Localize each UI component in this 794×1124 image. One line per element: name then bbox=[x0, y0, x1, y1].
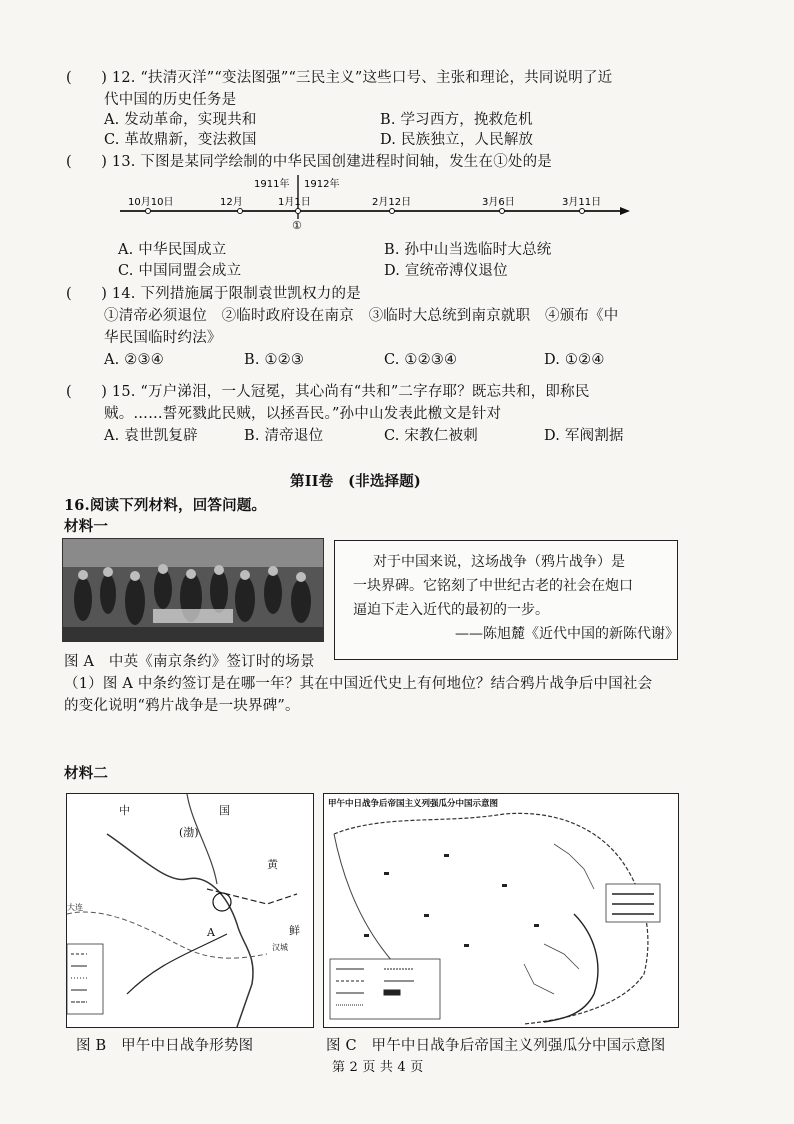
q14-items-line2: 华民国临时约法》 bbox=[104, 330, 222, 346]
q12-option-c: C. 革故鼎新，变法救国 bbox=[104, 132, 257, 148]
q14-option-d: D. ①②④ bbox=[544, 352, 605, 368]
q12-stem-line2: 代中国的历史任务是 bbox=[104, 92, 237, 108]
mapb-label-sea: 黄 bbox=[267, 858, 278, 871]
q14-items-line1: ①清帝必须退位 ②临时政府设在南京 ③临时大总统到南京就职 ④颁布《中 bbox=[104, 308, 619, 324]
q16-sub1-line2: 的变化说明“鸦片战争是一块界碑”。 bbox=[64, 698, 300, 714]
q15-option-b: B. 清帝退位 bbox=[244, 428, 324, 444]
q15-stem-line2: 贼。……誓死戮此民贼，以拯吾民。”孙中山发表此檄文是针对 bbox=[104, 406, 502, 422]
treaty-scene-image bbox=[63, 539, 323, 641]
material2-label: 材料二 bbox=[64, 765, 109, 782]
figure-b-map bbox=[66, 793, 314, 1028]
timeline-tick bbox=[390, 209, 395, 214]
q13-option-d: D. 宣统帝溥仪退位 bbox=[384, 263, 508, 279]
figure-c-caption: 图 C 甲午中日战争后帝国主义列强瓜分中国示意图 bbox=[326, 1038, 666, 1054]
q14-stem: ( ) 14. 下列措施属于限制袁世凯权力的是 bbox=[66, 286, 361, 302]
mapb-label-dalian: 大连 bbox=[67, 903, 83, 912]
mapc-title: 甲午中日战争后帝国主义列强瓜分中国示意图 bbox=[328, 799, 499, 809]
quote-line1: 对于中国来说，这场战争（鸦片战争）是 bbox=[373, 554, 625, 570]
timeline-tick-label: 3月11日 bbox=[562, 197, 602, 208]
q12-option-d: D. 民族独立，人民解放 bbox=[380, 132, 534, 148]
timeline-tick bbox=[146, 209, 151, 214]
timeline-tick-label: 12月 bbox=[220, 197, 243, 208]
timeline-tick bbox=[238, 209, 243, 214]
mapb-label-xian: 鲜 bbox=[289, 924, 300, 937]
quote-line2: 一块界碑。它铭刻了中世纪古老的社会在炮口 bbox=[353, 578, 633, 594]
q13-option-a: A. 中华民国成立 bbox=[118, 242, 227, 258]
quote-line3: 逼迫下走入近代的最初的一步。 bbox=[353, 602, 549, 618]
mapb-label-a: A bbox=[207, 926, 215, 939]
material1-label: 材料一 bbox=[64, 518, 109, 535]
material1-quote-box bbox=[334, 540, 678, 660]
section-title: 第II卷 (非选择题) bbox=[290, 473, 421, 490]
q15-stem-line1: ( ) 15. “万户涕泪，一人冠冕，其心尚有“共和”二字存耶？既忘共和，即称民 bbox=[66, 384, 590, 400]
q16-sub1-line1: （1）图 A 中条约签订是在哪一年？其在中国近代史上有何地位？结合鸦片战争后中国社会 bbox=[64, 676, 653, 692]
q16-title: 16.阅读下列材料，回答问题。 bbox=[64, 497, 267, 514]
q13-stem: ( ) 13. 下图是某同学绘制的中华民国创建进程时间轴，发生在①处的是 bbox=[66, 154, 552, 170]
q12-option-a: A. 发动革命，实现共和 bbox=[104, 112, 257, 128]
figure-c-map bbox=[323, 793, 679, 1028]
timeline-year-left: 1911年 bbox=[254, 179, 290, 190]
q14-option-b: B. ①②③ bbox=[244, 352, 305, 368]
q14-option-c: C. ①②③④ bbox=[384, 352, 458, 368]
mapb-label-han: 汉城 bbox=[272, 943, 288, 952]
timeline-year-right: 1912年 bbox=[304, 179, 340, 190]
q13-option-b: B. 孙中山当选临时大总统 bbox=[384, 242, 552, 258]
figure-a-caption: 图 A 中英《南京条约》签订时的场景 bbox=[64, 654, 315, 670]
timeline-tick bbox=[580, 209, 585, 214]
q15-option-a: A. 袁世凯复辟 bbox=[104, 428, 198, 444]
mapb-label-bo: (渤) bbox=[179, 826, 199, 839]
q15-option-d: D. 军阀割据 bbox=[544, 428, 624, 444]
mapb-label-china: 中 bbox=[119, 804, 130, 817]
q14-option-a: A. ②③④ bbox=[104, 352, 164, 368]
partition-of-china-map bbox=[324, 794, 678, 1027]
q15-option-c: C. 宋教仁被刺 bbox=[384, 428, 478, 444]
timeline-tick-label: 3月6日 bbox=[482, 197, 515, 208]
q12-option-b: B. 学习西方，挽救危机 bbox=[380, 112, 533, 128]
mapb-label-guo: 国 bbox=[219, 804, 230, 817]
timeline-tick bbox=[296, 209, 301, 214]
timeline-tick-label: 10月10日 bbox=[128, 197, 174, 208]
figure-b-caption: 图 B 甲午中日战争形势图 bbox=[76, 1038, 254, 1054]
timeline-tick-label: 1月1日 bbox=[278, 197, 311, 208]
page-number: 第 2 页 共 4 页 bbox=[332, 1060, 424, 1075]
quote-source: ——陈旭麓《近代中国的新陈代谢》 bbox=[455, 626, 679, 642]
timeline-marker: ① bbox=[292, 219, 302, 232]
timeline-tick-label: 2月12日 bbox=[372, 197, 412, 208]
q13-timeline bbox=[120, 175, 630, 235]
q13-option-c: C. 中国同盟会成立 bbox=[118, 263, 242, 279]
timeline-graphic bbox=[120, 175, 630, 235]
timeline-arrow bbox=[620, 207, 630, 215]
timeline-tick bbox=[500, 209, 505, 214]
q12-stem-line1: ( ) 12. “扶清灭洋”“变法图强”“三民主义”这些口号、主张和理论，共同说明了近 bbox=[66, 70, 613, 86]
figure-a-photo bbox=[62, 538, 324, 642]
